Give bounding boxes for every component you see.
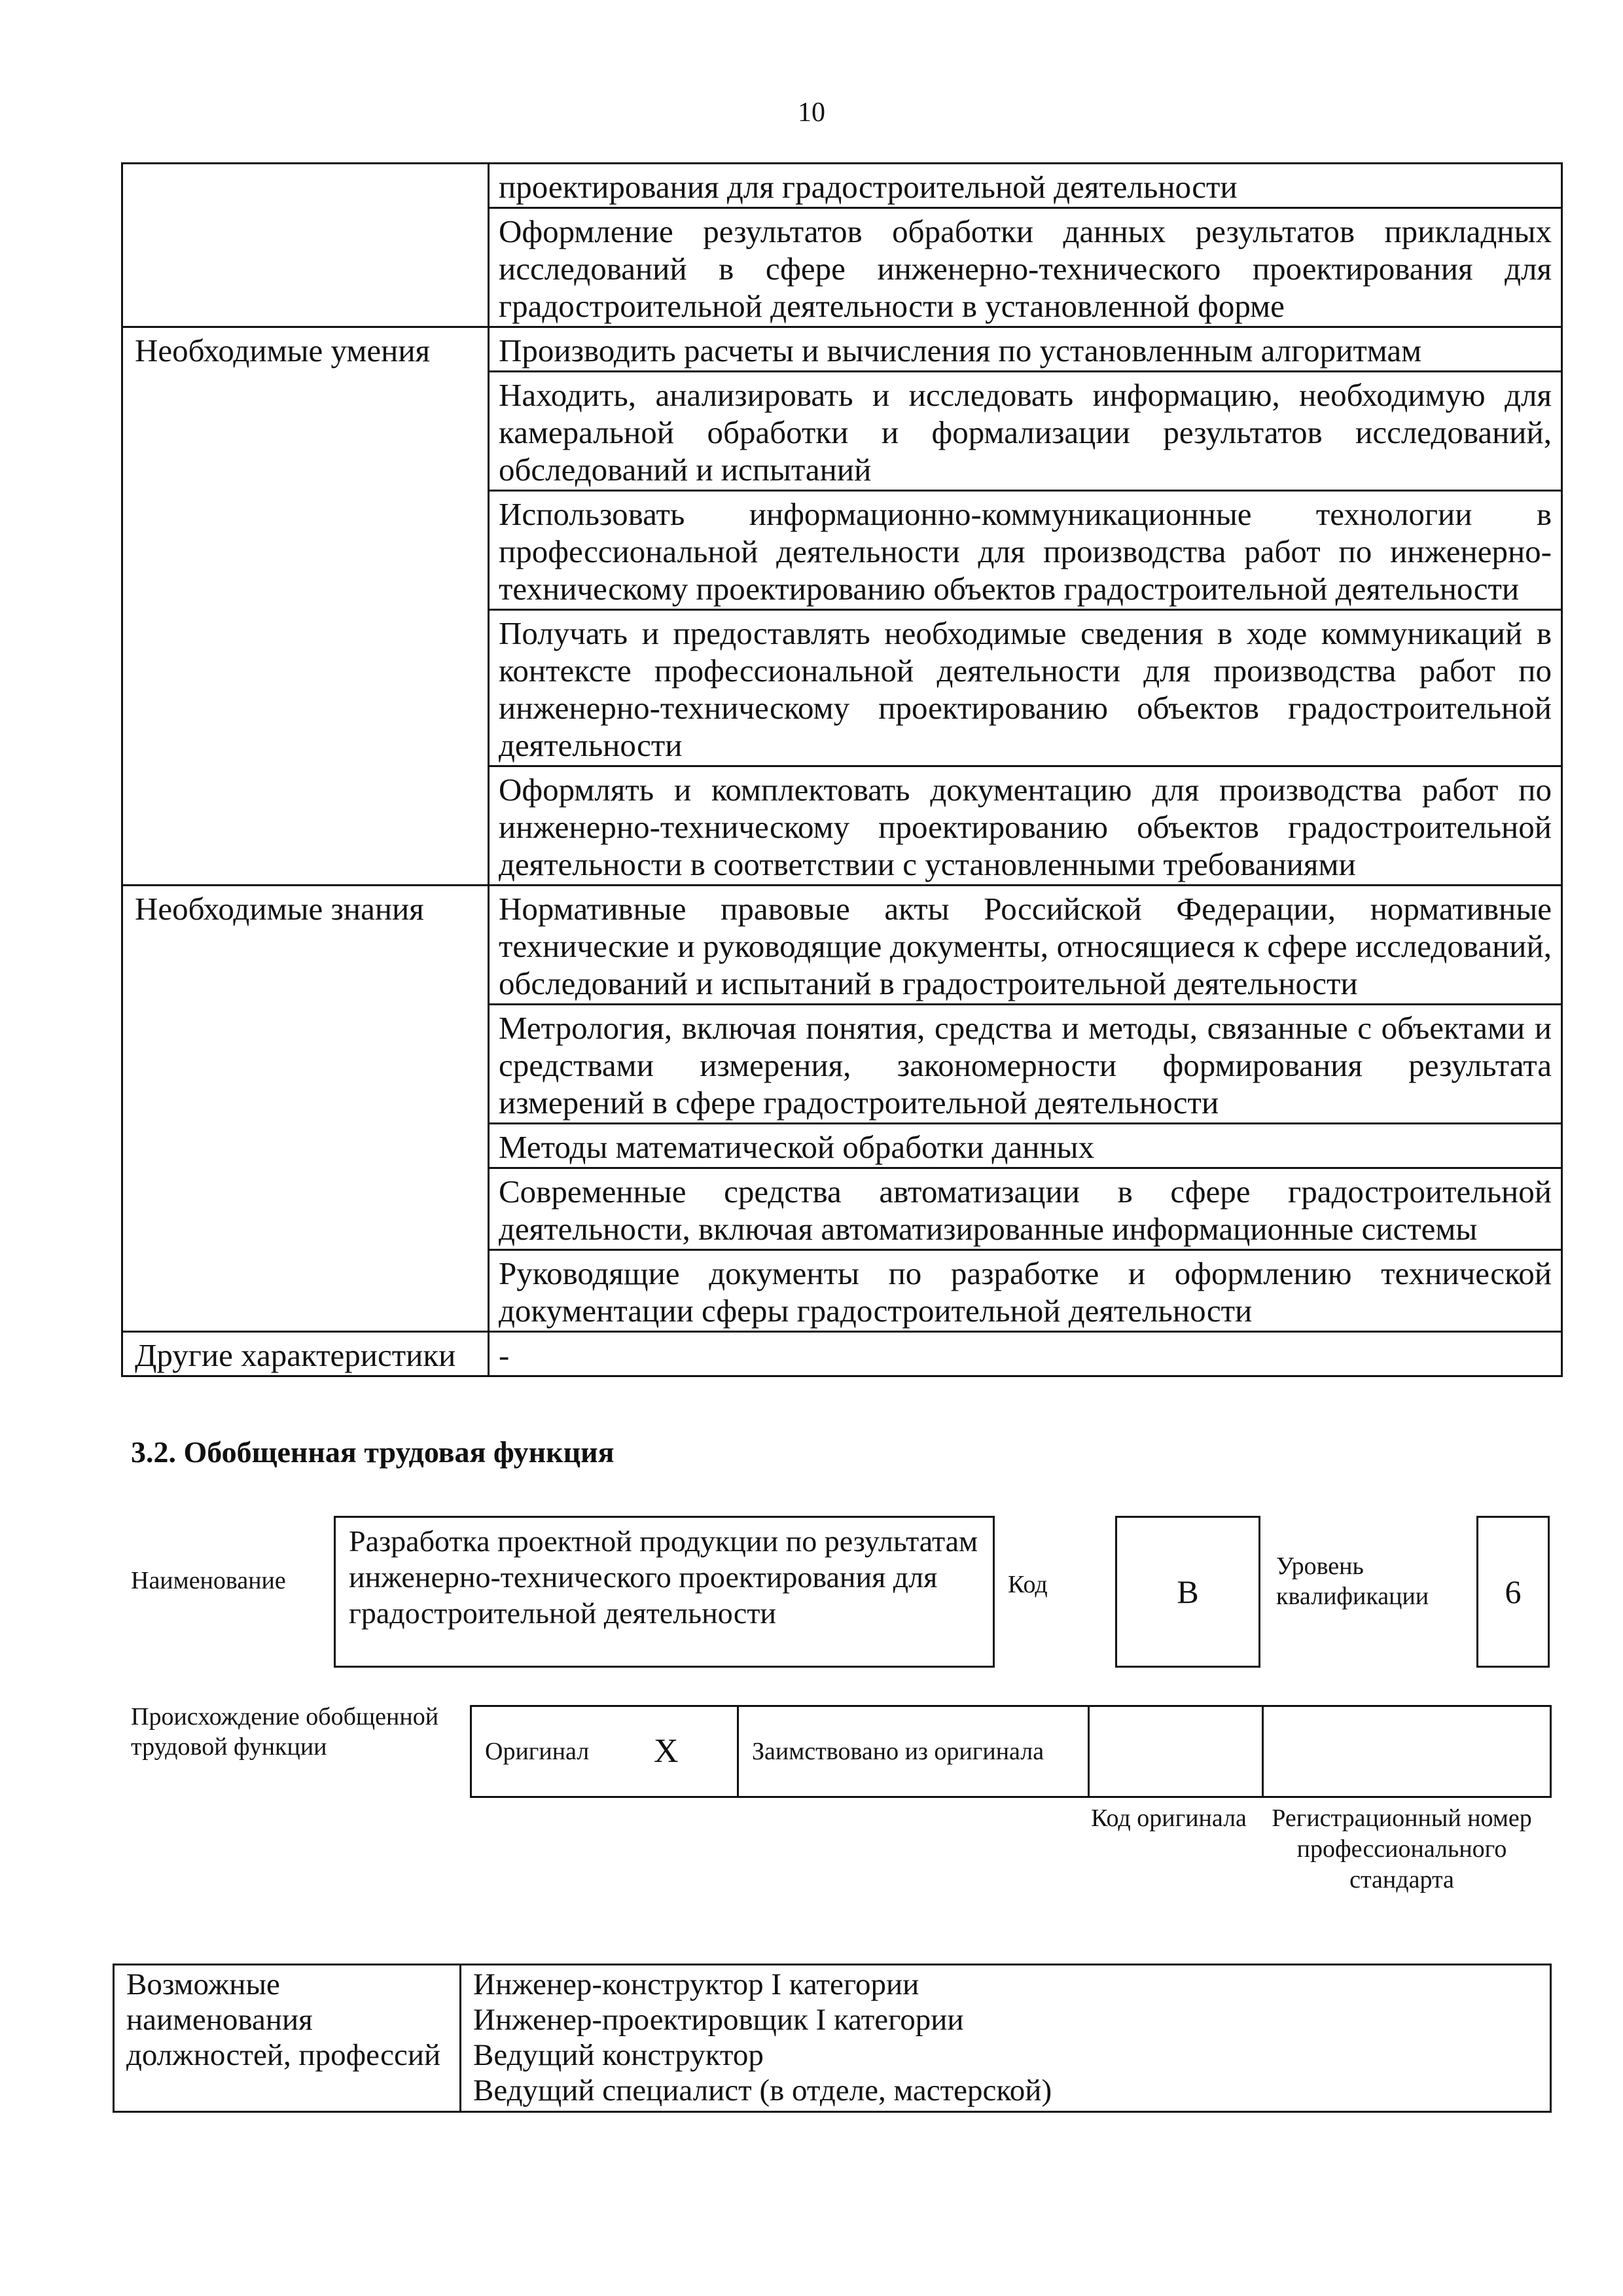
requirement-text: Находить, анализировать и исследовать информацию, необходимую для камеральной обработки и формализации результатов исследований, обследований и испытаний (489, 372, 1562, 491)
table-row (122, 327, 1562, 372)
table-row (122, 164, 1562, 208)
origin-label: Происхождение обобщенной трудовой функции (131, 1703, 439, 1761)
table-row (114, 1965, 1551, 2112)
requirement-text: Метрология, включая понятия, средства и методы, связанные с объектами и средствами измерения, закономерности формирования результата измерений в сфере градостроительной деятельности (489, 1005, 1562, 1124)
category-skills: Необходимые умения (122, 327, 489, 886)
function-name-box: Разработка проектной продукции по результатам инженерно-технического проектирования для градостроительной деятельности (334, 1516, 995, 1668)
position-item: Ведущий конструктор (473, 2038, 764, 2072)
position-item: Инженер-конструктор I категории (473, 1967, 919, 2001)
requirement-text: проектирования для градостроительной деятельности (489, 164, 1562, 208)
position-item: Инженер-проектировщик I категории (473, 2003, 964, 2037)
original-label: Оригинал (471, 1706, 596, 1797)
name-label: Наименование (131, 1567, 286, 1594)
code-label: Код (1008, 1571, 1048, 1598)
borrowed-label: Заимствовано из оригинала (738, 1706, 1089, 1797)
table-row (471, 1706, 1551, 1797)
requirement-text: Использовать информационно-коммуникационные технологии в профессиональной деятельности для производства работ по инженерно-техническому проектированию объектов градостроительной деятельности (489, 491, 1562, 610)
requirement-text: Оформлять и комплектовать документацию для производства работ по инженерно-техническому проектированию объектов градостроительной деятельности в соответствии с установленными требованиями (489, 766, 1562, 886)
requirement-text: Нормативные правовые акты Российской Федерации, нормативные технические и руководящие документы, относящиеся к сфере исследований, обследований и испытаний в градостроительной деятельности (489, 886, 1562, 1005)
level-label: Уровень квалификации (1276, 1552, 1429, 1610)
requirement-text: Оформление результатов обработки данных результатов прикладных исследований в сфере инженерно-технического проектирования для градостроительной деятельности в установленной форме (489, 208, 1562, 327)
position-item: Ведущий специалист (в отделе, мастерской) (473, 2073, 1052, 2108)
origin-table (470, 1705, 1552, 1798)
category-cell (122, 164, 489, 327)
registration-number-cell (1263, 1706, 1551, 1797)
section-title: 3.2. Обобщенная трудовая функция (131, 1435, 615, 1469)
requirement-text: Производить расчеты и вычисления по установленным алгоритмам (489, 327, 1562, 372)
positions-list (461, 1965, 1551, 2112)
function-code-box: B (1115, 1516, 1260, 1668)
table-row (122, 886, 1562, 1005)
table-row (122, 1332, 1562, 1376)
page-number: 10 (798, 98, 825, 128)
positions-table (113, 1964, 1552, 2113)
requirement-text: - (489, 1332, 1562, 1376)
category-knowledge: Необходимые знания (122, 886, 489, 1332)
original-code-caption: Код оригинала (1091, 1804, 1247, 1832)
category-other: Другие характеристики (122, 1332, 489, 1376)
requirement-text: Получать и предоставлять необходимые сведения в ходе коммуникаций в контексте профессиональной деятельности для производства работ по инженерно-техническому проектированию объектов градостроительной деятельности (489, 610, 1562, 766)
original-mark: X (596, 1706, 738, 1797)
registration-number-caption: Регистрационный номер профессионального стандарта (1272, 1804, 1532, 1893)
requirement-text: Руководящие документы по разработке и оформлению технической документации сферы градостроительной деятельности (489, 1250, 1562, 1332)
qualification-level-box: 6 (1476, 1516, 1550, 1668)
requirement-text: Методы математической обработки данных (489, 1124, 1562, 1168)
positions-label: Возможные наименования должностей, профессий (114, 1965, 461, 2112)
original-code-cell (1089, 1706, 1263, 1797)
requirement-text: Современные средства автоматизации в сфере градостроительной деятельности, включая автоматизированные информационные системы (489, 1168, 1562, 1250)
requirements-table (121, 162, 1563, 1377)
